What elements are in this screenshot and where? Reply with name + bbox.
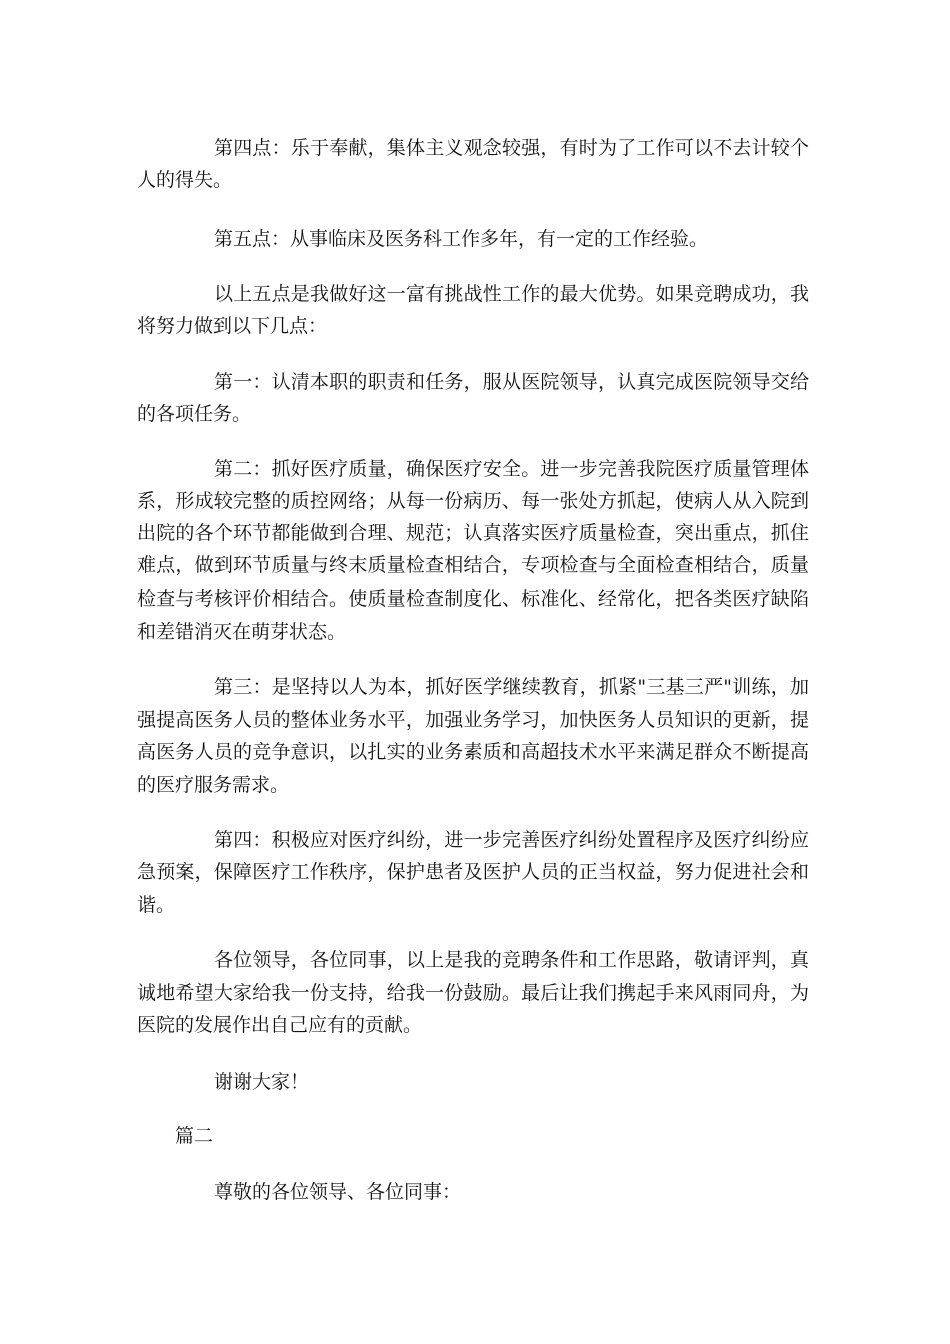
paragraph-line: 和差错消灭在萌芽状态。 <box>137 621 347 643</box>
paragraph-line: 谐。 <box>137 894 176 916</box>
salutation: 尊敬的各位领导、各位同事： <box>214 1181 462 1203</box>
paragraph-line: 高医务人员的竞争意识，以扎实的业务素质和高超技术水平来满足群众不断提高 <box>137 741 809 763</box>
paragraph-line: 人的得失。 <box>137 169 233 191</box>
paragraph-line: 第四点：乐于奉献，集体主义观念较强，有时为了工作可以不去计较个 <box>214 137 809 159</box>
paragraph-line: 出院的各个环节都能做到合理、规范；认真落实医疗质量检查，突出重点，抓住 <box>137 522 809 544</box>
paragraph-line: 的医疗服务需求。 <box>137 774 290 796</box>
paragraph-line: 的各项任务。 <box>137 403 252 425</box>
paragraph-line: 各位领导，各位同事，以上是我的竞聘条件和工作思路，敬请评判，真 <box>214 949 809 971</box>
paragraph-line: 急预案，保障医疗工作秩序，保护患者及医护人员的正当权益，努力促进社会和 <box>137 861 809 883</box>
paragraph-line: 系，形成较完整的质控网络；从每一份病历、每一张处方抓起，使病人从入院到 <box>137 490 809 512</box>
paragraph-line: 医院的发展作出自己应有的贡献。 <box>137 1014 423 1036</box>
paragraph-line: 第四：积极应对医疗纠纷，进一步完善医疗纠纷处置程序及医疗纠纷应 <box>214 829 809 851</box>
paragraph-line: 第三：是坚持以人为本，抓好医学继续教育，抓紧"三基三严"训练，加 <box>214 676 809 698</box>
paragraph-line: 诚地希望大家给我一份支持，给我一份鼓励。最后让我们携起手来风雨同舟，为 <box>137 982 809 1004</box>
paragraph-line: 难点，做到环节质量与终末质量检查相结合，专项检查与全面检查相结合，质量 <box>137 554 809 576</box>
paragraph-line: 以上五点是我做好这一富有挑战性工作的最大优势。如果竞聘成功，我 <box>214 283 809 305</box>
paragraph-line: 将努力做到以下几点： <box>137 315 328 337</box>
paragraph-line: 强提高医务人员的整体业务水平，加强业务学习，加快医务人员知识的更新，提 <box>137 709 809 731</box>
paragraph-line: 第二：抓好医疗质量，确保医疗安全。进一步完善我院医疗质量管理体 <box>214 458 809 480</box>
paragraph-line: 第一：认清本职的职责和任务，服从医院领导，认真完成医院领导交给 <box>214 371 809 393</box>
closing-thanks: 谢谢大家！ <box>214 1071 310 1093</box>
section-heading: 篇二 <box>175 1125 214 1147</box>
paragraph-line: 检查与考核评价相结合。使质量检查制度化、标准化、经常化，把各类医疗缺陷 <box>137 588 809 610</box>
paragraph-line: 第五点：从事临床及医务科工作多年，有一定的工作经验。 <box>214 228 709 250</box>
